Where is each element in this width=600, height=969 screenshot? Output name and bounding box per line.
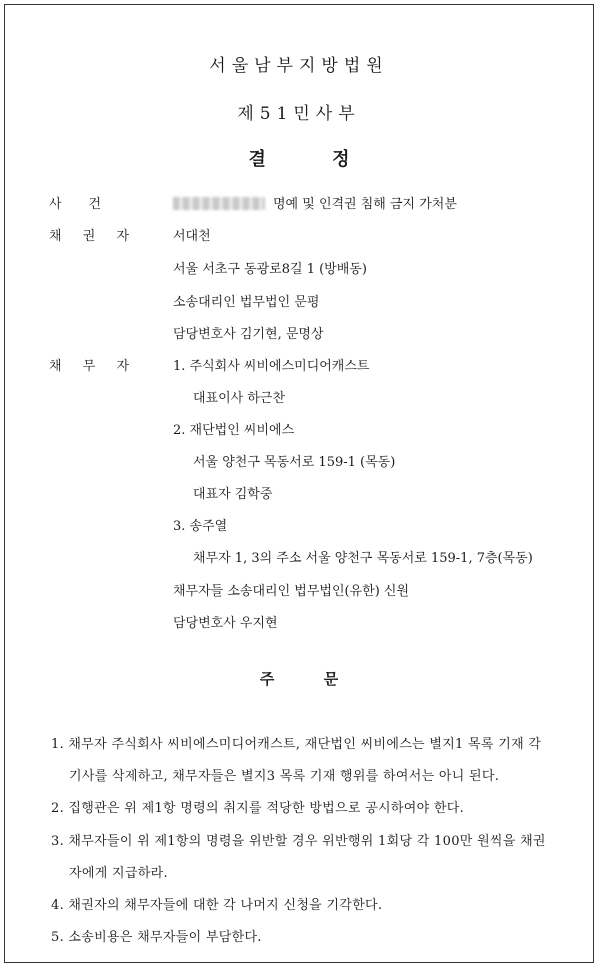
order-title: 주 문 — [259, 670, 339, 688]
creditor-agent: 소송대리인 법무법인 문평 — [173, 295, 320, 310]
order-item-2: 2. 집행관은 위 제1항 명령의 취지를 적당한 방법으로 공시하여야 한다. — [51, 801, 465, 816]
order-item-4: 4. 채권자의 채무자들에 대한 각 나머지 신청을 기각한다. — [51, 898, 383, 913]
debtor-agent: 채무자들 소송대리인 법무법인(유한) 신원 — [173, 584, 410, 599]
document-type-char-1: 결 — [248, 149, 266, 170]
document-type-char-2: 정 — [332, 149, 350, 170]
case-label: 사 건 — [49, 197, 101, 212]
debtor-2-representative: 대표자 김학중 — [193, 487, 273, 502]
division-name: 제51민사부 — [237, 104, 361, 124]
debtor-2-address: 서울 양천구 목동서로 159-1 (목동) — [193, 455, 396, 470]
order-item-3: 3. 채무자들이 위 제1항의 명령을 위반할 경우 위반행위 1회당 각 100만 원씩을 채권 — [51, 834, 546, 849]
creditor-lawyers: 담당변호사 김기현, 문명상 — [173, 327, 324, 342]
creditor-label: 채 권 자 — [49, 229, 129, 244]
debtor-lawyer: 담당변호사 우지현 — [173, 616, 278, 631]
document-type — [5, 145, 593, 171]
debtor-1-3-address: 채무자 1, 3의 주소 서울 양천구 목동서로 159-1, 7층(목동) — [193, 551, 533, 566]
debtor-3-name: 3. 송주열 — [173, 519, 228, 534]
creditor-address: 서울 서초구 동광로8길 1 (방배동) — [173, 262, 367, 277]
court-name: 서울남부지방법원 — [209, 56, 389, 76]
order-item-3-cont: 자에게 지급하라. — [69, 866, 168, 881]
document-page — [4, 4, 594, 963]
case-name: 명예 및 인격권 침해 금지 가처분 — [173, 193, 457, 212]
debtor-1-name: 1. 주식회사 씨비에스미디어캐스트 — [173, 359, 370, 374]
creditor-name: 서대천 — [173, 229, 211, 244]
order-item-5: 5. 소송비용은 채무자들이 부담한다. — [51, 930, 262, 945]
order-item-1: 1. 채무자 주식회사 씨비에스미디어캐스트, 재단법인 씨비에스는 별지1 목록 기재 각 — [51, 737, 542, 752]
order-item-1-cont: 기사를 삭제하고, 채무자들은 별지3 목록 기재 행위를 하여서는 아니 된다. — [69, 769, 500, 784]
redacted-case-number — [173, 197, 265, 210]
debtor-2-name: 2. 재단법인 씨비에스 — [173, 423, 295, 438]
debtor-1-representative: 대표이사 하근찬 — [193, 391, 286, 406]
debtor-label: 채 무 자 — [49, 359, 129, 374]
